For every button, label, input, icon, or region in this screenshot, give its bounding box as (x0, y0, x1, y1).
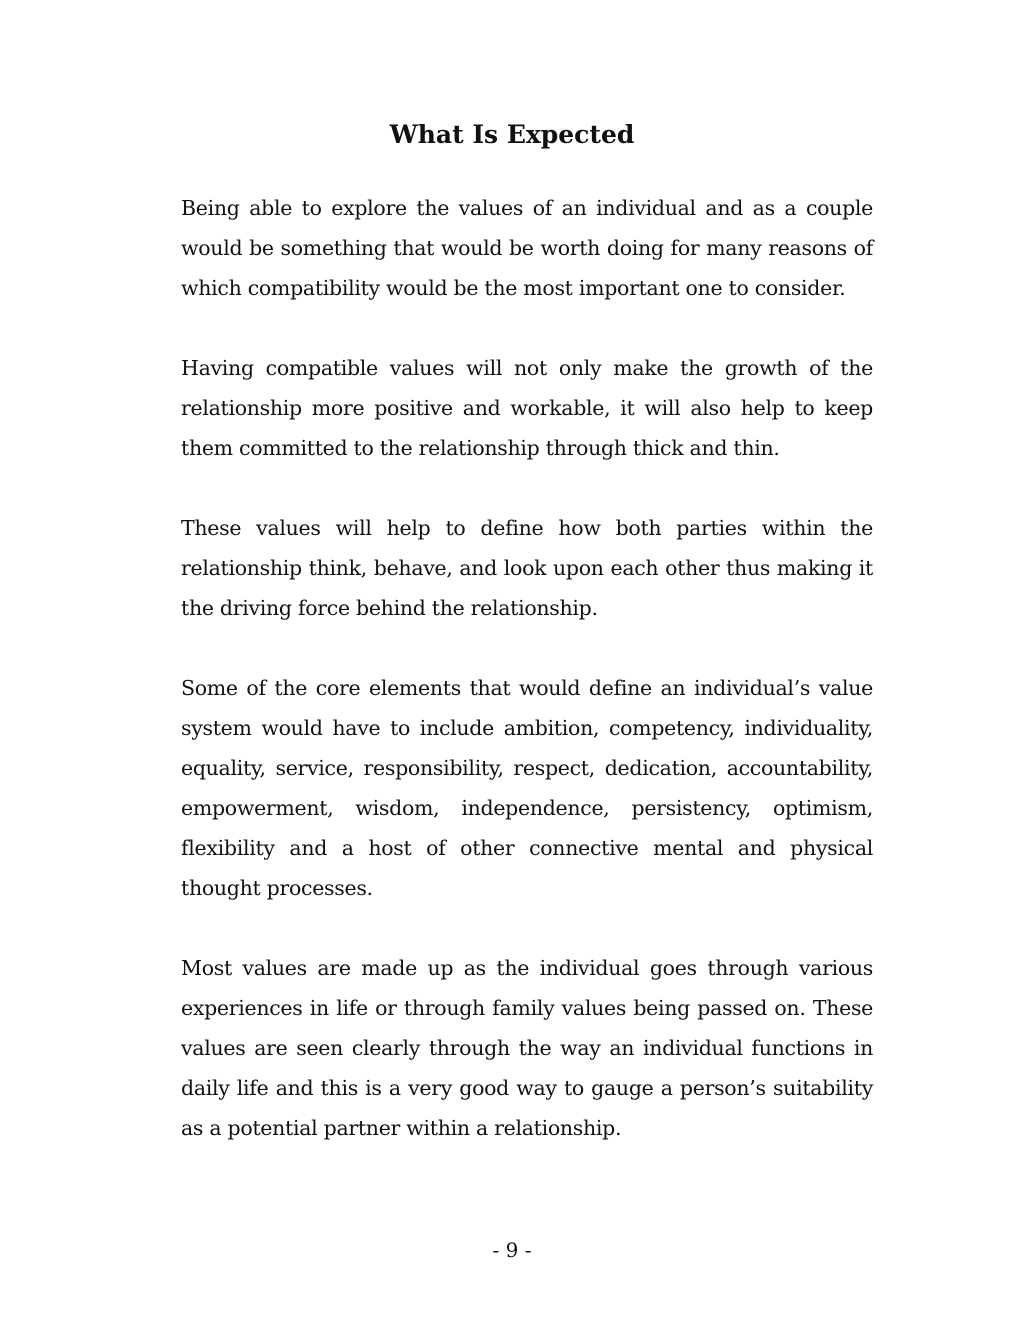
paragraph-1: Being able to explore the values of an individual and as a couple would be something that would be worth doing for many reasons of which compatibility would be the most important one to consider. (181, 196, 873, 300)
page-title: What Is Expected (389, 120, 635, 149)
paragraph-4: Some of the core elements that would define an individual’s value system would have to include ambition, competency, individuality, equality, service, responsibility, respect, dedication, accountability, empowerment, wisdom, independence, persistency, optimism, flexibility and a host of other connective mental and physical thought processes. (181, 676, 873, 900)
page-number: - 9 - (492, 1238, 532, 1262)
paragraph-3: These values will help to define how both parties within the relationship think, behave, and look upon each other thus making it the driving force behind the relationship. (181, 516, 873, 620)
paragraph-5: Most values are made up as the individual goes through various experiences in life or through family values being passed on. These values are seen clearly through the way an individual functions in daily life and this is a very good way to gauge a person’s suitability as a potential partner within a relationship. (181, 956, 873, 1140)
body-text (181, 188, 873, 1188)
paragraph-2: Having compatible values will not only make the growth of the relationship more positive and workable, it will also help to keep them committed to the relationship through thick and thin. (181, 356, 873, 460)
